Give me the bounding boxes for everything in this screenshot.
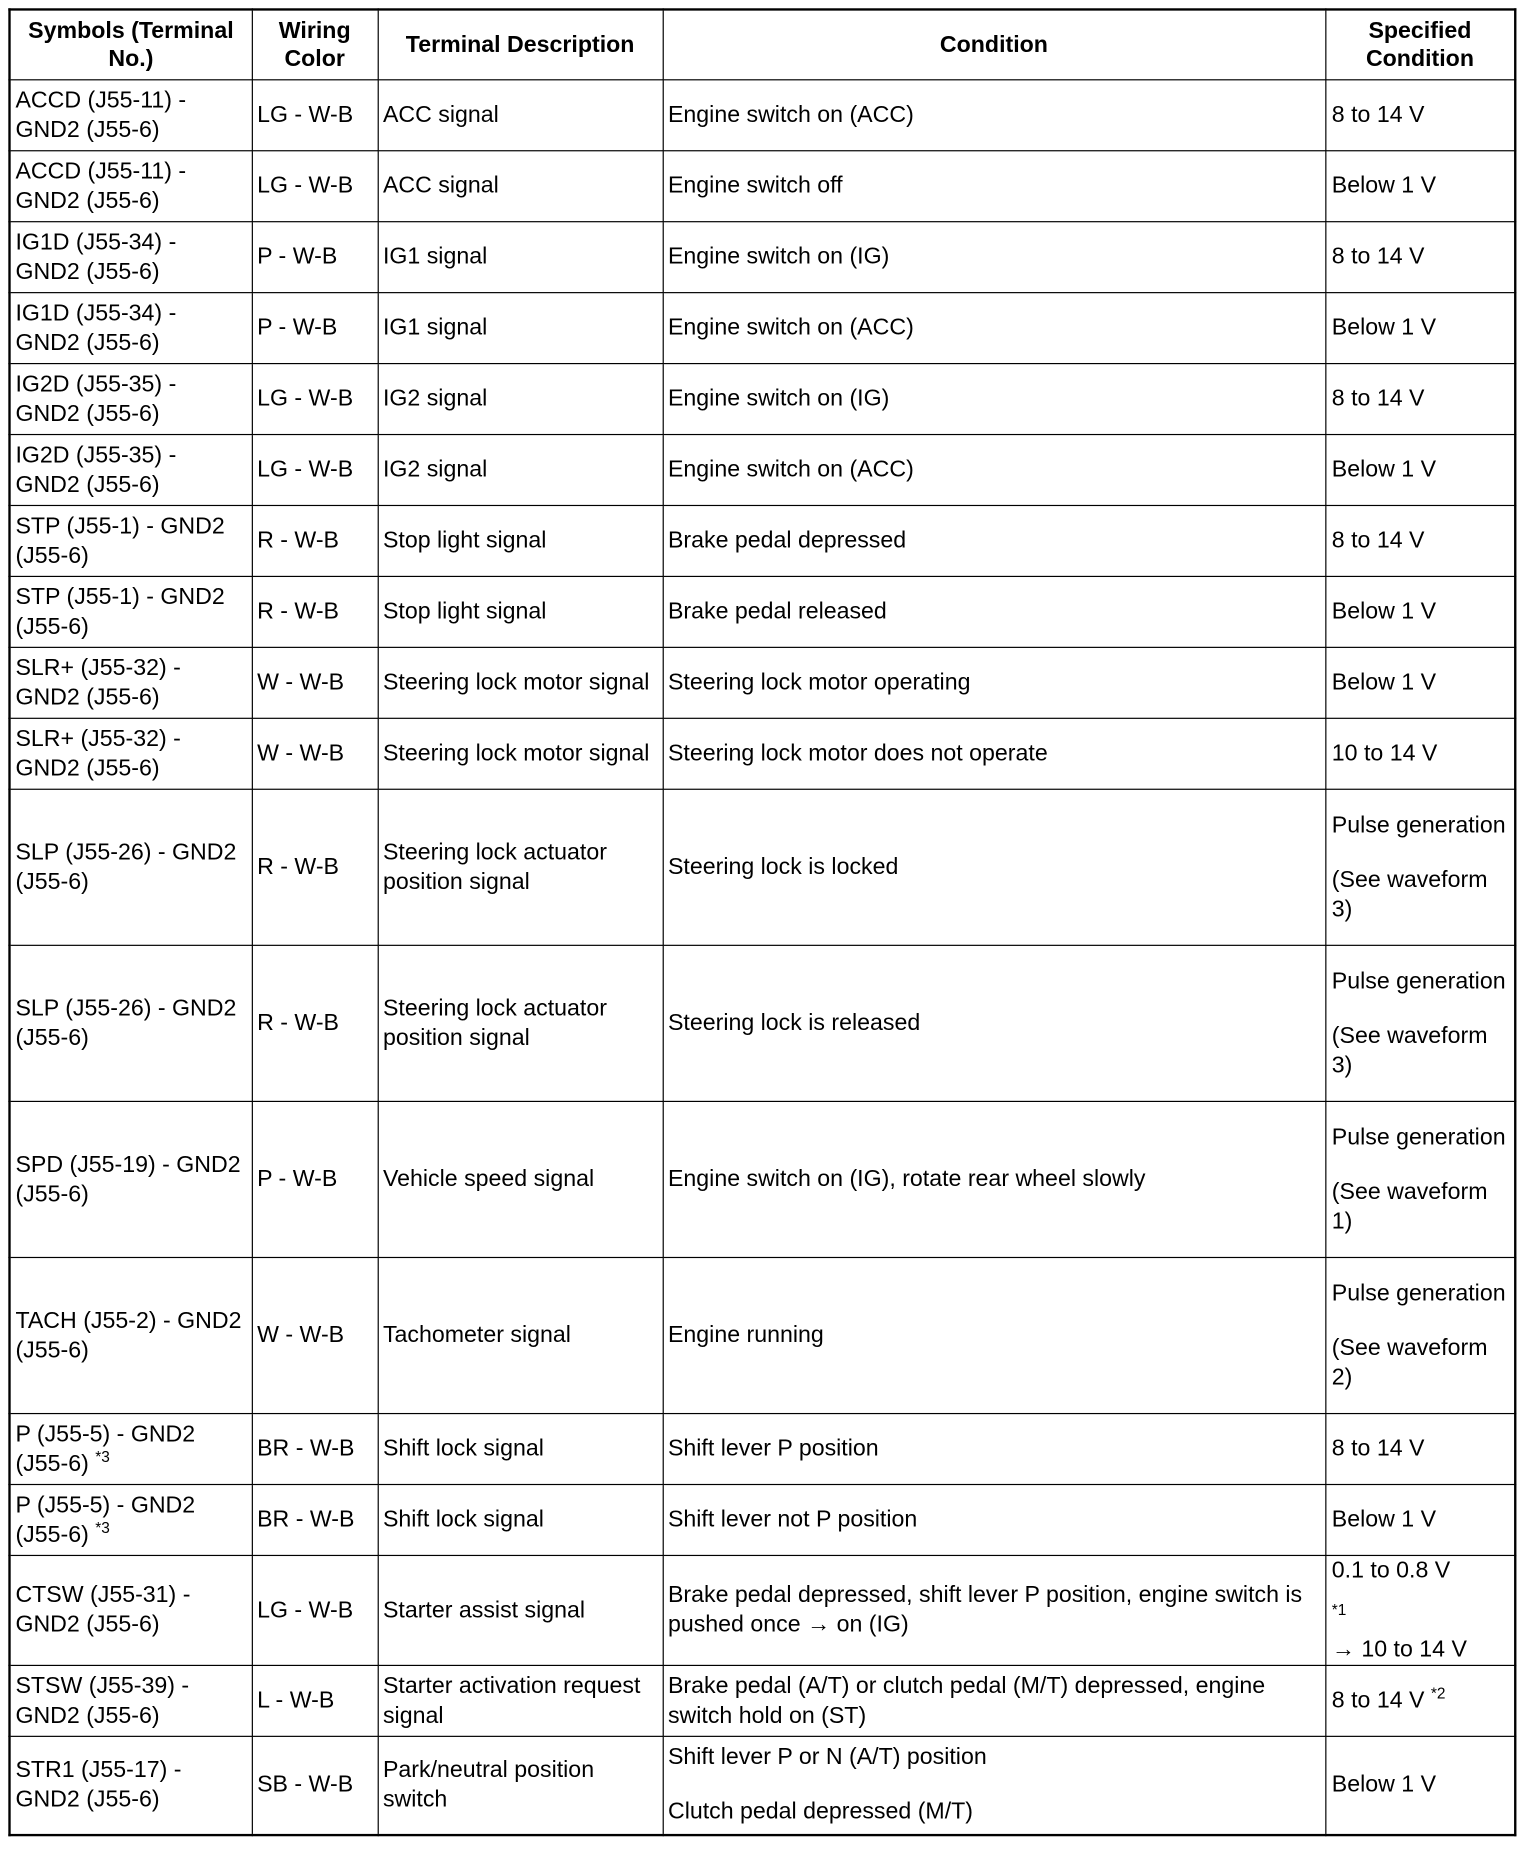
spec-cell — [1325, 789, 1515, 945]
description-cell: Shift lock signal — [378, 1485, 663, 1556]
description-cell: Park/neutral position switch — [378, 1736, 663, 1834]
symbols-cell: IG2D (J55-35) - GND2 (J55-6) — [10, 435, 252, 506]
description-cell: IG1 signal — [378, 222, 663, 293]
footnote-mark: *3 — [95, 1518, 110, 1536]
symbols-text: P (J55-5) - GND2 (J55-6) — [15, 1420, 196, 1477]
description-cell: Tachometer signal — [378, 1257, 663, 1413]
table-row — [10, 789, 1516, 945]
condition-cell: Shift lever P position — [663, 1414, 1326, 1485]
symbols-cell: IG2D (J55-35) - GND2 (J55-6) — [10, 364, 252, 435]
condition-cell: Steering lock is released — [663, 945, 1326, 1101]
table-row — [10, 435, 1516, 506]
spec-cell: Below 1 V — [1325, 435, 1515, 506]
footnote-mark: *2 — [1430, 1684, 1446, 1703]
spec-cell: 8 to 14 V — [1325, 80, 1515, 151]
wiring-cell: BR - W-B — [252, 1485, 378, 1556]
table-row — [10, 945, 1516, 1101]
wiring-cell: W - W-B — [252, 718, 378, 789]
wiring-cell: LG - W-B — [252, 364, 378, 435]
description-cell: Stop light signal — [378, 505, 663, 576]
condition-cell — [663, 1736, 1326, 1834]
wiring-cell: LG - W-B — [252, 80, 378, 151]
spec-cell — [1325, 1101, 1515, 1257]
wiring-cell: BR - W-B — [252, 1414, 378, 1485]
condition-cell: Engine switch on (ACC) — [663, 435, 1326, 506]
symbols-cell: IG1D (J55-34) - GND2 (J55-6) — [10, 293, 252, 364]
symbols-cell: STP (J55-1) - GND2 (J55-6) — [10, 576, 252, 647]
symbols-cell: ACCD (J55-11) - GND2 (J55-6) — [10, 80, 252, 151]
spec-cell: Below 1 V — [1325, 1736, 1515, 1834]
symbols-cell: STR1 (J55-17) - GND2 (J55-6) — [10, 1736, 252, 1834]
header-symbols: Symbols (Terminal No.) — [10, 9, 252, 79]
description-cell: Steering lock actuator position signal — [378, 945, 663, 1101]
spec-cell: 8 to 14 V — [1325, 222, 1515, 293]
description-cell: Vehicle speed signal — [378, 1101, 663, 1257]
condition-cell: Steering lock is locked — [663, 789, 1326, 945]
symbols-cell — [10, 1485, 252, 1556]
spec-waveform-note: (See waveform 2) — [1331, 1334, 1488, 1390]
spec-text: 8 to 14 V — [1331, 1687, 1425, 1714]
wiring-cell: P - W-B — [252, 222, 378, 293]
symbols-cell: SLR+ (J55-32) - GND2 (J55-6) — [10, 718, 252, 789]
table-row — [10, 222, 1516, 293]
condition-cell: Engine switch on (ACC) — [663, 293, 1326, 364]
spec-cell: 10 to 14 V — [1325, 718, 1515, 789]
condition-cell: Steering lock motor operating — [663, 647, 1326, 718]
description-cell: Steering lock motor signal — [378, 718, 663, 789]
spec-line-1-text: 0.1 to 0.8 V — [1331, 1557, 1451, 1584]
wiring-cell: R - W-B — [252, 945, 378, 1101]
terminal-table — [8, 8, 1516, 1835]
spec-cell: Below 1 V — [1325, 293, 1515, 364]
spec-cell — [1325, 1555, 1515, 1665]
symbols-cell: CTSW (J55-31) - GND2 (J55-6) — [10, 1555, 252, 1665]
symbols-cell: STP (J55-1) - GND2 (J55-6) — [10, 505, 252, 576]
table-row — [10, 1414, 1516, 1485]
header-specified-condition: Specified Condition — [1325, 9, 1515, 79]
description-cell: IG2 signal — [378, 435, 663, 506]
wiring-cell: W - W-B — [252, 1257, 378, 1413]
spec-cell: 8 to 14 V — [1325, 505, 1515, 576]
spec-pulse-label: Pulse generation — [1331, 1123, 1506, 1150]
wiring-cell: L - W-B — [252, 1665, 378, 1736]
spec-cell — [1325, 945, 1515, 1101]
symbols-cell — [10, 1414, 252, 1485]
table-row — [10, 1736, 1516, 1834]
table-row — [10, 1257, 1516, 1413]
description-cell: Starter activation request signal — [378, 1665, 663, 1736]
footnote-mark: *3 — [95, 1447, 110, 1465]
description-cell: Shift lock signal — [378, 1414, 663, 1485]
symbols-cell: SLP (J55-26) - GND2 (J55-6) — [10, 789, 252, 945]
condition-cell: Engine switch off — [663, 151, 1326, 222]
spec-waveform-note: (See waveform 3) — [1331, 1022, 1488, 1078]
description-cell: Steering lock actuator position signal — [378, 789, 663, 945]
symbols-cell: IG1D (J55-34) - GND2 (J55-6) — [10, 222, 252, 293]
header-terminal-description: Terminal Description — [378, 9, 663, 79]
description-cell: ACC signal — [378, 80, 663, 151]
condition-cell: Engine switch on (IG) — [663, 222, 1326, 293]
table-row — [10, 576, 1516, 647]
symbols-cell: SLP (J55-26) - GND2 (J55-6) — [10, 945, 252, 1101]
condition-cell: Brake pedal (A/T) or clutch pedal (M/T) depressed, engine switch hold on (ST) — [663, 1665, 1326, 1736]
condition-cell: Engine switch on (IG), rotate rear wheel slowly — [663, 1101, 1326, 1257]
table-row — [10, 647, 1516, 718]
condition-cell: Engine switch on (IG) — [663, 364, 1326, 435]
wiring-cell: LG - W-B — [252, 1555, 378, 1665]
symbols-cell: TACH (J55-2) - GND2 (J55-6) — [10, 1257, 252, 1413]
spec-cell: Below 1 V — [1325, 647, 1515, 718]
condition-cell: Engine running — [663, 1257, 1326, 1413]
table-row — [10, 1485, 1516, 1556]
spec-line-2: → 10 to 14 V — [1331, 1636, 1467, 1663]
condition-line-2: Clutch pedal depressed (M/T) — [667, 1798, 974, 1825]
table-row — [10, 151, 1516, 222]
condition-line-1: Shift lever P or N (A/T) position — [667, 1744, 987, 1771]
symbols-cell: ACCD (J55-11) - GND2 (J55-6) — [10, 151, 252, 222]
table-row — [10, 1101, 1516, 1257]
spec-pulse-label: Pulse generation — [1331, 967, 1506, 994]
spec-pulse-label: Pulse generation — [1331, 811, 1506, 838]
spec-line-1: 0.1 to 0.8 V *1 — [1332, 1556, 1510, 1610]
spec-pulse-label: Pulse generation — [1331, 1279, 1506, 1306]
header-condition: Condition — [663, 9, 1326, 79]
header-wiring-color: Wiring Color — [252, 9, 378, 79]
spec-cell: Below 1 V — [1325, 151, 1515, 222]
spec-waveform-note: (See waveform 1) — [1331, 1178, 1488, 1234]
header-row — [10, 9, 1516, 79]
wiring-cell: R - W-B — [252, 505, 378, 576]
table-row — [10, 293, 1516, 364]
wiring-cell: W - W-B — [252, 647, 378, 718]
condition-cell: Engine switch on (ACC) — [663, 80, 1326, 151]
description-cell: IG1 signal — [378, 293, 663, 364]
description-cell: Steering lock motor signal — [378, 647, 663, 718]
wiring-cell: P - W-B — [252, 293, 378, 364]
wiring-cell: R - W-B — [252, 576, 378, 647]
symbols-cell: STSW (J55-39) - GND2 (J55-6) — [10, 1665, 252, 1736]
spec-waveform-note: (See waveform 3) — [1331, 866, 1488, 922]
symbols-text: P (J55-5) - GND2 (J55-6) — [15, 1491, 196, 1548]
table-row — [10, 718, 1516, 789]
description-cell: ACC signal — [378, 151, 663, 222]
spec-cell: Below 1 V — [1325, 1485, 1515, 1556]
condition-cell: Brake pedal depressed, shift lever P position, engine switch is pushed once → on (IG) — [663, 1555, 1326, 1665]
condition-cell: Shift lever not P position — [663, 1485, 1326, 1556]
spec-cell: 8 to 14 V — [1325, 364, 1515, 435]
condition-cell: Brake pedal depressed — [663, 505, 1326, 576]
description-cell: Starter assist signal — [378, 1555, 663, 1665]
condition-cell: Brake pedal released — [663, 576, 1326, 647]
table-row — [10, 364, 1516, 435]
wiring-cell: SB - W-B — [252, 1736, 378, 1834]
spec-cell: Below 1 V — [1325, 576, 1515, 647]
table-row — [10, 1555, 1516, 1665]
table-row — [10, 1665, 1516, 1736]
table-row — [10, 80, 1516, 151]
spec-cell: 8 to 14 V — [1325, 1414, 1515, 1485]
condition-cell: Steering lock motor does not operate — [663, 718, 1326, 789]
description-cell: Stop light signal — [378, 576, 663, 647]
wiring-cell: LG - W-B — [252, 151, 378, 222]
table-row — [10, 505, 1516, 576]
wiring-cell: P - W-B — [252, 1101, 378, 1257]
wiring-cell: R - W-B — [252, 789, 378, 945]
symbols-cell: SLR+ (J55-32) - GND2 (J55-6) — [10, 647, 252, 718]
wiring-cell: LG - W-B — [252, 435, 378, 506]
description-cell: IG2 signal — [378, 364, 663, 435]
symbols-cell: SPD (J55-19) - GND2 (J55-6) — [10, 1101, 252, 1257]
spec-cell — [1325, 1257, 1515, 1413]
spec-cell — [1325, 1665, 1515, 1736]
